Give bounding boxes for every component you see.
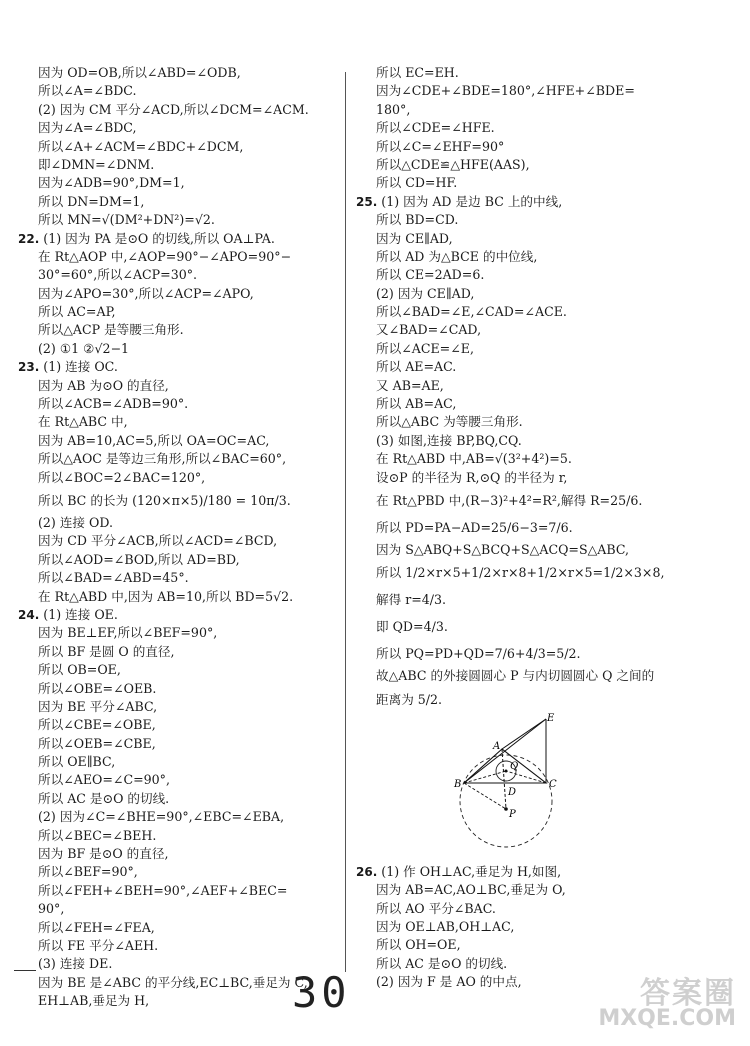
text-line xyxy=(356,450,736,468)
line-text: 因为 BF 是⊙O 的直径, xyxy=(38,846,169,862)
question-number: 23. xyxy=(18,360,40,375)
text-line xyxy=(18,64,340,82)
point-q xyxy=(505,769,508,772)
geometry-figure xyxy=(356,713,736,863)
text-line xyxy=(356,230,736,248)
line-text: 所以 OE∥BC, xyxy=(38,754,116,770)
circle-triangle-diagram xyxy=(446,713,566,863)
text-line xyxy=(18,358,340,376)
label-p: P xyxy=(509,808,516,820)
line-text: 所以∠ACB=∠ADB=90°. xyxy=(38,396,189,412)
line-text: (1) 连接 OC. xyxy=(43,359,118,375)
text-line xyxy=(18,395,340,413)
text-line xyxy=(18,321,340,339)
line-text: 所以 1/2×r×5+1/2×r×8+1/2×r×5=1/2×3×8, xyxy=(376,565,665,581)
line-text: 所以∠AEO=∠C=90°, xyxy=(38,772,170,788)
text-line xyxy=(18,532,340,550)
line-text: 所以∠BEC=∠BEH. xyxy=(38,827,157,843)
line-text: 所以∠OBE=∠OEB. xyxy=(38,680,157,696)
text-line xyxy=(18,413,340,431)
text-line xyxy=(18,266,340,284)
text-line xyxy=(18,487,340,514)
line-text: 即 QD=4/3. xyxy=(376,619,448,635)
line-text: 所以△CDE≌△HFE(AAS), xyxy=(376,156,530,172)
text-line xyxy=(18,882,340,900)
line-text: (2) 因为 CE∥AD, xyxy=(376,285,475,301)
line-text: 因为 OE⊥AB,OH⊥AC, xyxy=(376,918,515,934)
circumcircle-p xyxy=(460,755,552,847)
text-line xyxy=(356,64,736,82)
line-text: 30°=60°,所以∠ACP=30°. xyxy=(38,267,198,283)
text-line xyxy=(18,248,340,266)
line-text: (1) 因为 AD 是边 BC 上的中线, xyxy=(381,193,563,209)
text-line xyxy=(356,541,736,559)
text-line xyxy=(18,303,340,321)
text-line xyxy=(18,919,340,937)
text-line xyxy=(18,230,340,248)
text-line xyxy=(18,551,340,569)
line-text: 所以∠ACE=∠E, xyxy=(376,340,474,356)
text-line xyxy=(18,698,340,716)
question-number: 22. xyxy=(18,231,40,246)
line-text: 所以∠BOC=2∠BAC=120°, xyxy=(38,469,206,485)
right-column xyxy=(356,64,736,992)
line-text: 所以∠C=∠EHF=90° xyxy=(376,138,505,154)
line-text: 所以∠A=∠BDC. xyxy=(38,83,137,99)
text-line xyxy=(18,174,340,192)
line-text: 所以 AB=AC, xyxy=(376,396,457,412)
question-number: 24. xyxy=(18,607,40,622)
text-line xyxy=(356,432,736,450)
line-text: 所以 OH=OE, xyxy=(376,937,461,953)
text-line xyxy=(18,735,340,753)
line-text: (1) 因为 PA 是⊙O 的切线,所以 OA⊥PA. xyxy=(43,230,275,246)
line-text: 所以∠FEH+∠BEH=90°,∠AEF+∠BEC= xyxy=(38,882,288,898)
line-text: 设⊙P 的半径为 R,⊙Q 的半径为 r, xyxy=(376,469,568,485)
line-text: (2) 因为 F 是 AO 的中点, xyxy=(376,974,522,990)
line-text: 因为 AB=AC,AO⊥BC,垂足为 O, xyxy=(376,882,566,898)
text-line xyxy=(18,863,340,881)
line-text: 又 AB=AE, xyxy=(376,377,444,393)
line-text: 故△ABC 的外接圆圆心 P 与内切圆圆心 Q 之间的 xyxy=(376,668,655,684)
text-line xyxy=(356,640,736,667)
line-text: 因为 CD 平分∠ACB,所以∠ACD=∠BCD, xyxy=(38,533,278,549)
line-text: 因为 BE 平分∠ABC, xyxy=(38,698,158,714)
text-line xyxy=(356,586,736,613)
line-text: 所以∠A+∠ACM=∠BDC+∠DCM, xyxy=(38,138,244,154)
label-a: A xyxy=(493,740,501,752)
line-text: 因为 BE⊥EF,所以∠BEF=90°, xyxy=(38,625,218,641)
line-text: 所以△AOC 是等边三角形,所以∠BAC=60°, xyxy=(38,451,287,467)
text-line xyxy=(18,845,340,863)
text-line xyxy=(356,667,736,685)
right-column-top xyxy=(356,64,736,713)
text-line xyxy=(356,340,736,358)
line-text: (2) ①1 ②√2−1 xyxy=(38,340,130,356)
line-text: 所以 OB=OE, xyxy=(38,662,121,678)
line-text: (2) 连接 OD. xyxy=(38,514,114,530)
text-line xyxy=(356,514,736,541)
column-divider xyxy=(345,72,346,972)
text-line xyxy=(18,753,340,771)
line-text: 在 Rt△PBD 中,(R−3)²+4²=R²,解得 R=25/6. xyxy=(376,492,643,508)
footer-rule xyxy=(14,970,36,971)
line-text: 所以∠BAD=∠E,∠CAD=∠ACE. xyxy=(376,304,567,320)
line-text: 在 Rt△ABC 中, xyxy=(38,414,128,430)
label-b: B xyxy=(454,778,462,790)
line-text: 所以 AD 为△BCE 的中位线, xyxy=(376,248,538,264)
text-line xyxy=(18,469,340,487)
text-line xyxy=(18,661,340,679)
line-text: 因为 AB 为⊙O 的直径, xyxy=(38,377,169,393)
text-line xyxy=(356,613,736,640)
text-line xyxy=(18,643,340,661)
text-line xyxy=(18,450,340,468)
line-text: 因为∠CDE+∠BDE=180°,∠HFE+∠BDE= xyxy=(376,83,635,99)
line-text: 因为∠A=∠BDC, xyxy=(38,120,137,136)
line-text: 所以 AC 是⊙O 的切线. xyxy=(38,790,170,806)
text-line xyxy=(356,82,736,100)
line-text: 因为 CE∥AD, xyxy=(376,230,453,246)
text-line xyxy=(356,918,736,936)
text-line xyxy=(356,469,736,487)
segment-bp xyxy=(464,783,506,809)
text-line xyxy=(18,900,340,918)
text-line xyxy=(356,211,736,229)
line-text: 所以∠CDE=∠HFE. xyxy=(376,120,495,136)
label-e: E xyxy=(547,712,555,724)
line-text: 所以 AC 是⊙O 的切线. xyxy=(376,955,508,971)
line-text: 又∠BAD=∠CAD, xyxy=(376,322,482,338)
page-number: 30 xyxy=(292,968,351,1017)
text-line xyxy=(356,156,736,174)
line-text: 距离为 5/2. xyxy=(376,691,443,707)
text-line xyxy=(356,119,736,137)
line-text: 所以 AC=AP, xyxy=(38,304,116,320)
line-text: 所以 PQ=PD+QD=7/6+4/3=5/2. xyxy=(376,646,581,662)
line-text: 解得 r=4/3. xyxy=(376,592,447,608)
line-text: 所以∠OEB=∠CBE, xyxy=(38,735,156,751)
label-c: C xyxy=(549,778,557,790)
text-line xyxy=(18,377,340,395)
text-line xyxy=(356,377,736,395)
line-text: 因为 S△ABQ+S△BCQ+S△ACQ=S△ABC, xyxy=(376,541,630,557)
segment-cq xyxy=(506,771,546,783)
text-line xyxy=(18,588,340,606)
text-line xyxy=(356,900,736,918)
segment-ae xyxy=(502,719,546,749)
text-line xyxy=(18,790,340,808)
text-line xyxy=(356,881,736,899)
segment-ap xyxy=(502,749,506,809)
text-line xyxy=(356,285,736,303)
line-text: (3) 连接 DE. xyxy=(38,956,113,972)
line-text: 所以 PD=PA−AD=25/6−3=7/6. xyxy=(376,519,573,535)
line-text: 所以△ACP 是等腰三角形. xyxy=(38,322,184,338)
line-text: 90°, xyxy=(38,901,65,917)
left-column xyxy=(18,64,340,1011)
line-text: (2) 因为∠C=∠BHE=90°,∠EBC=∠EBA, xyxy=(38,809,285,825)
text-line xyxy=(18,827,340,845)
text-line xyxy=(18,569,340,587)
text-line xyxy=(356,936,736,954)
line-text: 所以∠AOD=∠BOD,所以 AD=BD, xyxy=(38,551,240,567)
line-text: 在 Rt△AOP 中,∠AOP=90°−∠APO=90°− xyxy=(38,248,292,264)
line-text: 所以 BF 是圆 O 的直径, xyxy=(38,643,175,659)
line-text: 所以 DN=DM=1, xyxy=(38,193,145,209)
text-line xyxy=(356,248,736,266)
text-line xyxy=(356,138,736,156)
text-line xyxy=(18,138,340,156)
line-text: 因为∠APO=30°,所以∠ACP=∠APO, xyxy=(38,285,254,301)
text-line xyxy=(356,303,736,321)
line-text: 所以 AO 平分∠BAC. xyxy=(376,900,496,916)
text-line xyxy=(18,156,340,174)
line-text: 因为 BE 是∠ABC 的平分线,EC⊥BC,垂足为 C, xyxy=(38,974,308,990)
text-line xyxy=(18,771,340,789)
line-text: 所以 EC=EH. xyxy=(376,65,459,80)
line-text: (3) 如图,连接 BP,BQ,CQ. xyxy=(376,432,522,448)
text-line xyxy=(18,808,340,826)
text-line xyxy=(356,413,736,431)
text-line xyxy=(18,606,340,624)
line-text: 所以 FE 平分∠AEH. xyxy=(38,937,159,953)
text-line xyxy=(18,432,340,450)
line-text: 所以∠BEF=90°, xyxy=(38,864,138,880)
text-line xyxy=(18,285,340,303)
line-text: 所以 BC 的长为 (120×π×5)/180 = 10π/3. xyxy=(38,492,291,508)
line-text: 所以∠FEH=∠FEA, xyxy=(38,919,155,935)
text-line xyxy=(18,119,340,137)
text-line xyxy=(356,395,736,413)
text-line xyxy=(356,193,736,211)
line-text: 180°, xyxy=(376,101,411,117)
text-line xyxy=(356,101,736,119)
label-d: D xyxy=(508,786,517,798)
line-text: (1) 连接 OE. xyxy=(43,606,118,622)
text-line xyxy=(356,174,736,192)
line-text: (1) 作 OH⊥AC,垂足为 H,如图, xyxy=(381,863,562,879)
text-line xyxy=(18,101,340,119)
line-text: 所以 CD=HF. xyxy=(376,175,458,191)
line-text: 所以 MN=√(DM²+DN²)=√2. xyxy=(38,212,215,228)
line-text: 所以 AE=AC. xyxy=(376,359,457,375)
line-text: 在 Rt△ABD 中,因为 AB=10,所以 BD=5√2. xyxy=(38,588,294,604)
line-text: (2) 因为 CM 平分∠ACD,所以∠DCM=∠ACM. xyxy=(38,101,309,117)
text-line xyxy=(18,514,340,532)
line-text: EH⊥AB,垂足为 H, xyxy=(38,993,150,1009)
line-text: 所以△ABC 为等腰三角形. xyxy=(376,414,523,430)
text-line xyxy=(18,680,340,698)
line-text: 因为∠ADB=90°,DM=1, xyxy=(38,175,185,191)
text-line xyxy=(356,266,736,284)
text-line xyxy=(18,624,340,642)
text-line xyxy=(356,358,736,376)
line-text: 因为 AB=10,AC=5,所以 OA=OC=AC, xyxy=(38,432,270,448)
text-line xyxy=(18,211,340,229)
text-line xyxy=(18,716,340,734)
label-q: Q xyxy=(510,760,519,772)
text-line xyxy=(18,937,340,955)
line-text: 因为 OD=OB,所以∠ABD=∠ODB, xyxy=(38,65,241,80)
line-text: 所以 BD=CD. xyxy=(376,212,459,228)
watermark-url: MXQE.COM xyxy=(598,1006,736,1031)
line-text: 所以∠BAD=∠ABD=45°. xyxy=(38,570,189,586)
watermark-title: 答案圈 xyxy=(640,976,736,1011)
text-line xyxy=(356,559,736,586)
text-line xyxy=(18,340,340,358)
text-line xyxy=(356,863,736,881)
text-line xyxy=(356,686,736,713)
question-number: 26. xyxy=(356,864,378,879)
line-text: 所以∠CBE=∠OBE, xyxy=(38,717,156,733)
text-line xyxy=(356,487,736,514)
text-line xyxy=(18,193,340,211)
line-text: 即∠DMN=∠DNM. xyxy=(38,156,155,172)
line-text: 在 Rt△ABD 中,AB=√(3²+4²)=5. xyxy=(376,451,572,467)
question-number: 25. xyxy=(356,194,378,209)
line-text: 所以 CE=2AD=6. xyxy=(376,267,485,283)
point-p xyxy=(504,807,508,811)
text-line xyxy=(18,82,340,100)
watermark xyxy=(600,968,740,1038)
text-line xyxy=(356,321,736,339)
